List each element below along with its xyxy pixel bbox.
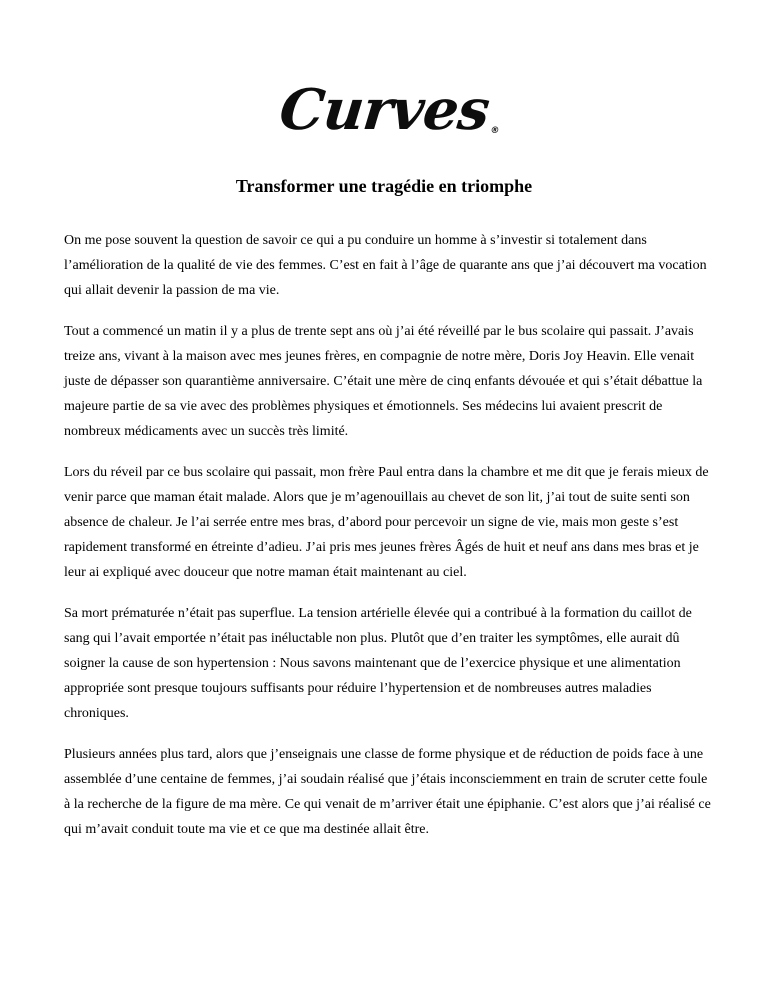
document-body [64,228,714,858]
paragraph-1: On me pose souvent la question de savoir ce qui a pu conduire un homme à s’investir si totalement dans l’amélioration de la qualité de vie des femmes. C’est en fait à l’âge de quarante ans que j’ai découvert ma vocation qui allait devenir la passion de ma vie. [64,233,707,298]
paragraph-5: Plusieurs années plus tard, alors que j’enseignais une classe de forme physique et de réduction de poids face à une assemblée d’une centaine de femmes, j’ai soudain réalisé que j’étais inconsciemment en train de scruter cette foule à la recherche de la figure de ma mère. Ce qui venait de m’arriver était une épiphanie. C’est alors que j’ai réalisé ce qui m’avait conduit toute ma vie et ce que ma destinée allait être. [64,747,711,837]
paragraph-3: Lors du réveil par ce bus scolaire qui passait, mon frère Paul entra dans la chambre et me dit que je ferais mieux de venir parce que maman était malade. Alors que je m’agenouillais au chevet de son lit, j’ai tout de suite senti son absence de chaleur. Je l’ai serrée entre mes bras, d’abord pour percevoir un signe de vie, mais mon geste s’est rapidement transformé en étreinte d’adieu. J’ai pris mes jeunes frères Âgés de huit et neuf ans dans mes bras et je leur ai expliqué avec douceur que notre maman était maintenant au ciel. [64,465,709,580]
document-title: Transformer une tragédie en triomphe [235,176,533,196]
paragraph-4: Sa mort prématurée n’était pas superflue. La tension artérielle élevée qui a contribué à la formation du caillot de sang qui l’avait emportée n’était pas inéluctable non plus. Plutôt que d’en traiter les symptômes, elle aurait dû soigner la cause de son hypertension : Nous savons maintenant que de l’exercice physique et une alimentation appropriée sont presque toujours suffisants pour réduire l’hypertension et de nombreuses autres maladies chroniques. [64,606,692,721]
registered-mark: ® [489,126,499,136]
logo-text: Curves [276,77,492,143]
paragraph-2: Tout a commencé un matin il y a plus de trente sept ans où j’ai été réveillé par le bus scolaire qui passait. J’avais treize ans, vivant à la maison avec mes jeunes frères, en compagnie de notre mère, Doris Joy Heavin. Elle venait juste de dépasser son quarantième anniversaire. C’était une mère de cinq enfants dévouée et qui s’était débattue la majeure partie de sa vie avec des problèmes physiques et émotionnels. Ses médecins lui avaient prescrit de nombreux médicaments avec un succès très limité. [64,324,703,439]
curves-logo [276,77,499,143]
logo-area [0,77,768,146]
